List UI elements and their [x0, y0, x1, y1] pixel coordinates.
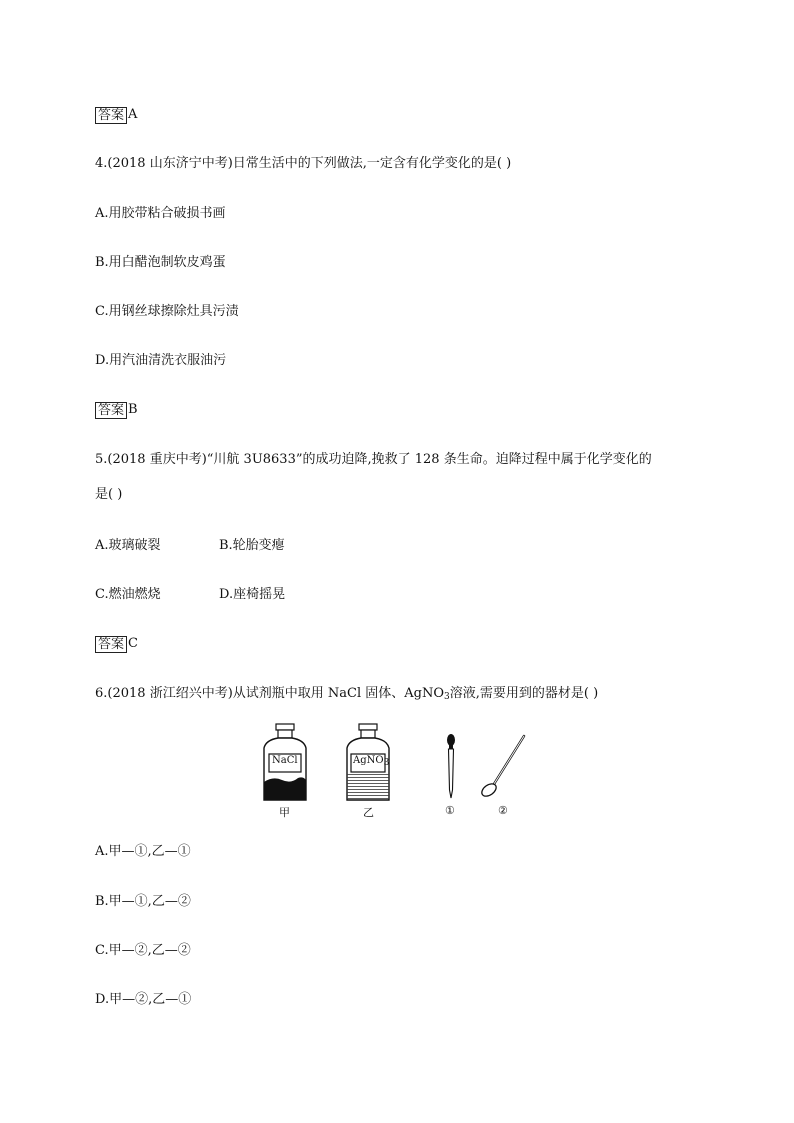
q6-stem-pre: 6.(2018 浙江绍兴中考)从试剂瓶中取用 NaCl 固体、AgNO — [95, 686, 445, 701]
answer-label: 答案 — [95, 636, 127, 653]
q5-option-d: D.座椅摇晃 — [219, 587, 286, 602]
lab-equipment-figure — [258, 722, 538, 822]
q4-option-a: A.用胶带粘合破损书画 — [95, 206, 226, 221]
caption-yi: 乙 — [363, 806, 374, 819]
answer-letter: C — [128, 636, 138, 651]
q5-row-1 — [95, 537, 285, 555]
question-5-stem-line1: 5.(2018 重庆中考)“川航 3U8633”的成功迫降,挽救了 128 条生命。迫降过程中属于化学变化的 — [95, 452, 652, 467]
answer-label: 答案 — [95, 402, 127, 419]
q6-option-c: C.甲—②,乙—② — [95, 943, 191, 958]
q6-stem-sub: 3 — [444, 692, 450, 702]
agno3-label-sub: 3 — [383, 758, 390, 768]
caption-tool-1: ① — [445, 804, 455, 817]
answer-q5 — [95, 635, 138, 653]
question-5-stem-line2: 是( ) — [95, 487, 123, 502]
figure-drawing — [258, 722, 538, 822]
q5-option-b: B.轮胎变瘪 — [219, 538, 285, 553]
answer-q3 — [95, 106, 137, 124]
answer-q4 — [95, 401, 138, 419]
q4-option-d: D.用汽油清洗衣服油污 — [95, 353, 227, 368]
medicine-spoon-icon — [480, 736, 524, 799]
caption-tool-2: ② — [498, 804, 508, 817]
question-6-stem — [95, 685, 598, 706]
q5-option-c: C.燃油燃烧 — [95, 587, 161, 602]
q6-stem-post: 溶液,需要用到的器材是( ) — [449, 686, 599, 701]
q5-option-a: A.玻璃破裂 — [95, 538, 161, 553]
caption-jia: 甲 — [279, 806, 290, 819]
q4-option-c: C.用钢丝球擦除灶具污渍 — [95, 304, 239, 319]
question-4-stem: 4.(2018 山东济宁中考)日常生活中的下列做法,一定含有化学变化的是( ) — [95, 156, 512, 171]
q4-option-b: B.用白醋泡制软皮鸡蛋 — [95, 255, 226, 270]
q6-option-d: D.甲—②,乙—① — [95, 992, 192, 1007]
agno3-label-main: AgNO — [353, 755, 384, 766]
answer-letter: B — [128, 402, 138, 417]
q5-row-2 — [95, 586, 286, 604]
q6-option-b: B.甲—①,乙—② — [95, 894, 191, 909]
q6-option-a: A.甲—①,乙—① — [95, 844, 191, 859]
dropper-icon — [447, 734, 455, 798]
answer-label: 答案 — [95, 107, 127, 124]
answer-letter: A — [128, 107, 138, 122]
nacl-label: NaCl — [272, 755, 298, 766]
agno3-label — [353, 755, 389, 768]
